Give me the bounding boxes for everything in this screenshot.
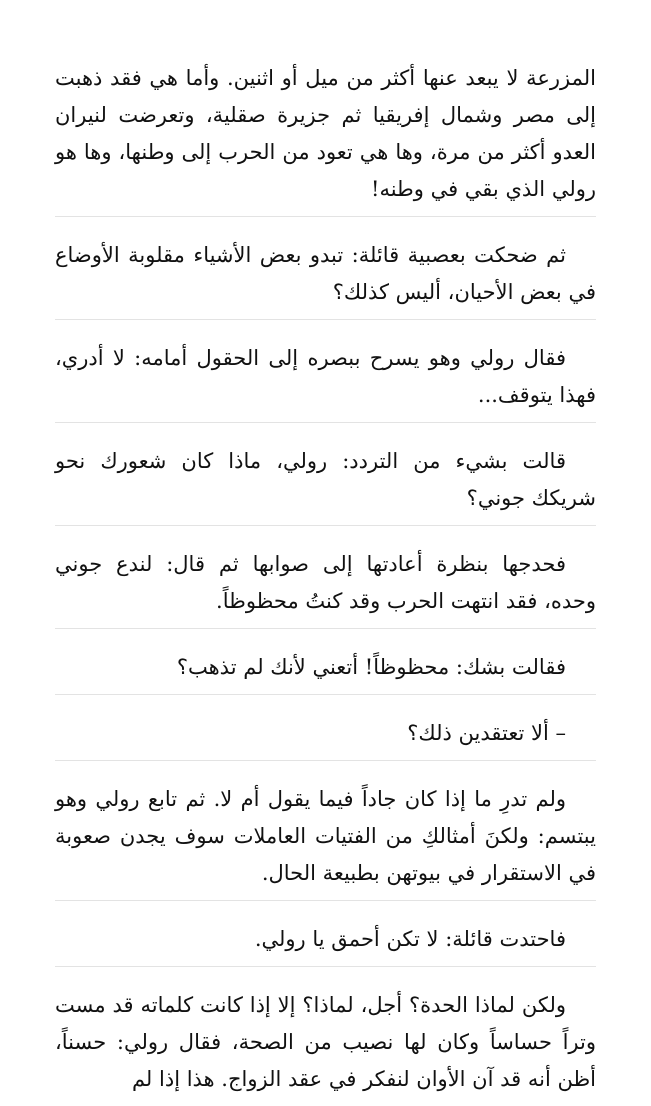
paragraph-4: قالت بشيء من التردد: رولي، ماذا كان شعورك نحو شريكك جوني؟ bbox=[55, 443, 596, 526]
paragraph-1: المزرعة لا يبعد عنها أكثر من ميل أو اثنين. وأما هي فقد ذهبت إلى مصر وشمال إفريقيا ثم جزيرة صقلية، وتعرضت لنيران العدو أكثر من مرة، وها هي تعود من الحرب إلى وطنها، وها هو رولي الذي بقي في وطنه! bbox=[55, 60, 596, 217]
paragraph-6: فقالت بشك: محظوظاً! أتعني لأنك لم تذهب؟ bbox=[55, 649, 596, 695]
paragraph-5: فحدجها بنظرة أعادتها إلى صوابها ثم قال: لندع جوني وحده، فقد انتهت الحرب وقد كنتُ محظوظاً. bbox=[55, 546, 596, 629]
paragraph-9: فاحتدت قائلة: لا تكن أحمق يا رولي. bbox=[55, 921, 596, 967]
paragraph-2: ثم ضحكت بعصبية قائلة: تبدو بعض الأشياء مقلوبة الأوضاع في بعض الأحيان، أليس كذلك؟ bbox=[55, 237, 596, 320]
paragraph-7: – ألا تعتقدين ذلك؟ bbox=[55, 715, 596, 761]
paragraph-8: ولم تدرِ ما إذا كان جاداً فيما يقول أم لا. ثم تابع رولي وهو يبتسم: ولكنَ أمثالكِ من الفتيات العاملات سوف يجدن صعوبة في الاستقرار في بيوتهن بطبيعة الحال. bbox=[55, 781, 596, 901]
paragraph-3: فقال رولي وهو يسرح ببصره إلى الحقول أمامه: لا أدري، فهذا يتوقف... bbox=[55, 340, 596, 423]
paragraph-10: ولكن لماذا الحدة؟ أجل، لماذا؟ إلا إذا كانت كلماته قد مست وتراً حساساً وكان لها نصيب من الصحة، فقال رولي: حسناً، أظن أنه قد آن الأوان لنفكر في عقد الزواج. هذا إذا لم bbox=[55, 993, 596, 1091]
